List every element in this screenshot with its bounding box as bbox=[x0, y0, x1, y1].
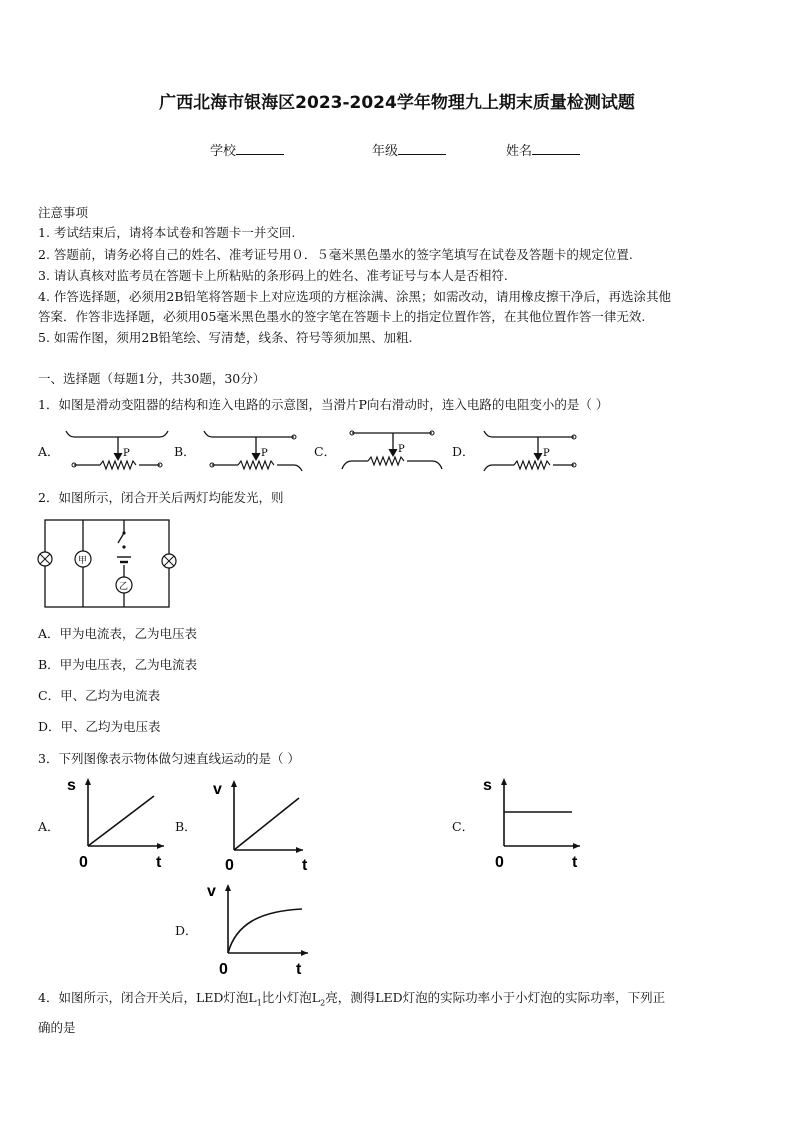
q1-option-d: D． bbox=[452, 444, 475, 459]
q3-option-c: C． bbox=[452, 819, 475, 834]
q3-option-a: A． bbox=[38, 819, 60, 834]
meter-label-jia: 甲 bbox=[78, 556, 88, 566]
school-field bbox=[210, 140, 284, 159]
school-blank bbox=[236, 142, 284, 155]
notice-item: 2. 答题前，请务必将自己的姓名、准考证号用０．５毫米黑色墨水的签字笔填写在试卷及答题卡的规定位置. bbox=[38, 247, 633, 262]
notice-item: 答案．作答非选择题，必须用05毫米黑色墨水的签字笔在答题卡上的指定位置作答，在其他位置作答一律无效. bbox=[38, 309, 646, 324]
meter-label-yi: 乙 bbox=[119, 582, 129, 592]
q1-option-a: A． bbox=[38, 444, 60, 459]
notice-item: 4. 作答选择题，必须用2B铅笔将答题卡上对应选项的方框涂满、涂黑；如需改动，请用橡皮擦干净后，再选涂其他 bbox=[38, 289, 672, 304]
graph-c bbox=[478, 772, 588, 872]
q2-option-a: A．甲为电流表，乙为电压表 bbox=[38, 626, 198, 641]
notice-item: 3. 请认真核对监考员在答题卡上所粘贴的条形码上的姓名、准考证号与本人是否相符. bbox=[38, 268, 508, 283]
origin-label: 0 bbox=[219, 961, 228, 978]
origin-label: 0 bbox=[495, 854, 504, 871]
grade-label: 年级 bbox=[372, 144, 399, 159]
graph-line bbox=[234, 798, 299, 850]
school-label: 学校 bbox=[210, 144, 237, 159]
q3-option-d: D． bbox=[175, 923, 198, 938]
y-axis-label: v bbox=[213, 781, 222, 798]
graph-b bbox=[207, 772, 317, 872]
q4-stem-line2: 确的是 bbox=[38, 1020, 76, 1035]
x-axis-label: t bbox=[156, 854, 162, 871]
notice-item: 5. 如需作图，须用2B铅笔绘、写清楚，线条、符号等须加黑、加粗. bbox=[38, 330, 413, 345]
section-heading: 一、选择题（每题1分，共30题，30分） bbox=[38, 371, 266, 386]
q1-option-c: C． bbox=[314, 444, 337, 459]
name-label: 姓名 bbox=[506, 144, 533, 159]
graph-a bbox=[60, 772, 170, 872]
q4-stem bbox=[38, 988, 665, 1008]
notice-heading: 注意事项 bbox=[38, 205, 89, 220]
q4-subscript: 2 bbox=[320, 998, 326, 1008]
q2-option-d: D．甲、乙均为电压表 bbox=[38, 719, 161, 734]
y-axis-label: s bbox=[483, 777, 492, 794]
q1-stem: 1．如图是滑动变阻器的结构和连入电路的示意图，当滑片P向右滑动时，连入电路的电阻变小的是（ ） bbox=[38, 397, 609, 412]
graph-line bbox=[88, 796, 154, 846]
q3-stem: 3．下列图像表示物体做匀速直线运动的是（ ） bbox=[38, 751, 300, 766]
origin-label: 0 bbox=[79, 854, 88, 871]
x-axis-label: t bbox=[572, 854, 578, 871]
x-axis-label: t bbox=[296, 961, 302, 978]
notice-item: 1. 考试结束后，请将本试卷和答题卡一并交回. bbox=[38, 225, 296, 240]
grade-field bbox=[372, 140, 446, 159]
y-axis-label: s bbox=[67, 777, 76, 794]
slider-label: P bbox=[261, 448, 268, 459]
q4-stem-part: 比小灯泡L bbox=[261, 990, 321, 1005]
name-field bbox=[506, 140, 580, 159]
graph-curve bbox=[228, 909, 302, 953]
page-title: 广西北海市银海区2023-2024学年物理九上期末质量检测试题 bbox=[159, 93, 635, 113]
q4-stem-part: 亮，测得LED灯泡的实际功率小于小灯泡的实际功率，下列正 bbox=[325, 990, 666, 1005]
rheostat-diagram-a bbox=[60, 425, 175, 475]
rheostat-diagram-d bbox=[478, 425, 593, 475]
slider-label: P bbox=[123, 448, 130, 459]
q4-subscript: 1 bbox=[256, 998, 262, 1008]
q3-option-b: B． bbox=[175, 819, 197, 834]
graph-d bbox=[200, 876, 315, 978]
slider-label: P bbox=[543, 448, 550, 459]
q2-option-b: B．甲为电压表，乙为电流表 bbox=[38, 657, 198, 672]
rheostat-diagram-c bbox=[338, 425, 453, 475]
y-axis-label: v bbox=[207, 883, 216, 900]
slider-label: P bbox=[398, 444, 405, 455]
q2-option-c: C．甲、乙均为电流表 bbox=[38, 688, 161, 703]
q1-option-b: B． bbox=[174, 444, 196, 459]
rheostat-diagram-b bbox=[198, 425, 313, 475]
circuit-diagram bbox=[36, 515, 186, 610]
q2-stem: 2．如图所示，闭合开关后两灯均能发光，则 bbox=[38, 490, 284, 505]
x-axis-label: t bbox=[302, 857, 308, 874]
q4-stem-part: 4．如图所示，闭合开关后，LED灯泡L bbox=[38, 990, 257, 1005]
origin-label: 0 bbox=[225, 857, 234, 874]
name-blank bbox=[532, 142, 580, 155]
grade-blank bbox=[398, 142, 446, 155]
